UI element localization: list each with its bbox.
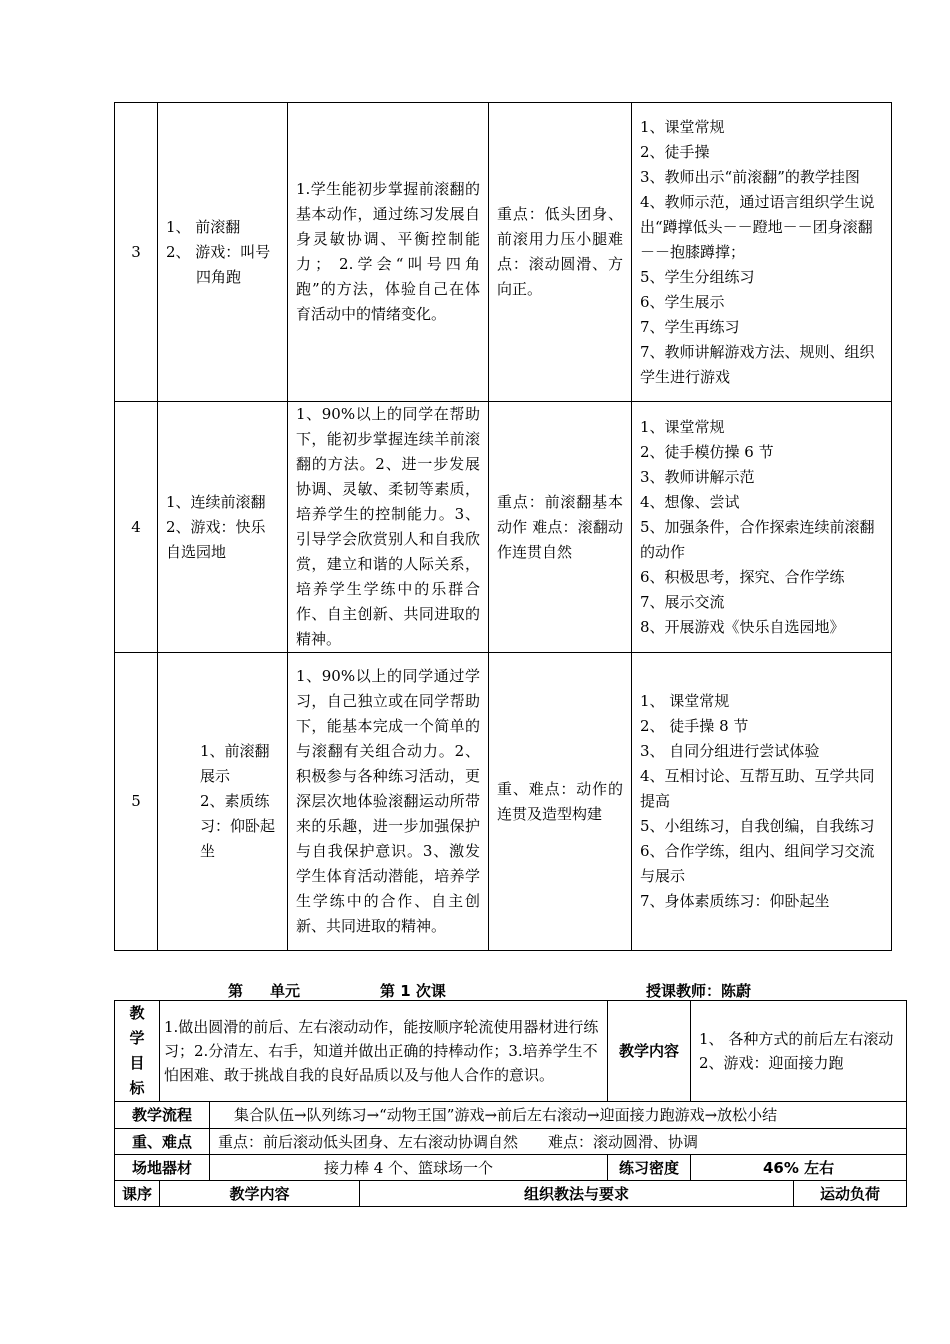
venue-text: 接力棒 4 个、篮球场一个 [210, 1155, 608, 1181]
lesson-number-label: 第 1 次课 [380, 982, 446, 1000]
procedure-item: 1、课堂常规 [640, 117, 725, 136]
teacher-label: 授课教师：陈蔚 [646, 982, 752, 1000]
procedure-item: 7、身体素质练习：仰卧起坐 [640, 892, 830, 910]
topic-item: 2、素质练习：仰卧起坐 [200, 792, 276, 860]
procedure-item: 5、加强条件，合作探索连续前滚翻的动作 [640, 517, 875, 561]
topic-item: 1、 前滚翻 [166, 217, 241, 236]
procedure-item: 3、 自同分组进行尝试体验 [640, 742, 820, 760]
column-header: 组织教法与要求 [360, 1181, 794, 1207]
procedure-item: 1、课堂常规 [640, 417, 725, 436]
unit-header [114, 980, 904, 1002]
venue-label: 场地器材 [115, 1155, 210, 1181]
lesson-topics [158, 653, 288, 951]
column-header: 运动负荷 [794, 1181, 907, 1207]
topic-item: 2、 游戏：叫号四角跑 [166, 242, 271, 286]
procedure-item: 2、 徒手操 8 节 [640, 717, 749, 735]
procedure-item: 7、学生再练习 [640, 317, 740, 336]
lesson-objectives: 1.学生能初步掌握前滚翻的基本动作，通过练习发展自身灵敏协调、平衡控制能力； 2.学会“叫号四角跑”的方法，体验自己在体育活动中的情绪变化。 [288, 103, 489, 402]
lesson-number: 5 [115, 653, 158, 951]
lesson-row-3 [115, 103, 892, 402]
procedure-item: 3、教师出示“前滚翻”的教学挂图 [640, 167, 860, 186]
column-header-row [115, 1181, 907, 1207]
lesson-row-5 [115, 653, 892, 951]
lesson-number: 4 [115, 402, 158, 653]
procedure-item: 3、教师讲解示范 [640, 467, 755, 486]
content-label: 教学内容 [608, 1001, 691, 1102]
unit-prefix: 第 [228, 982, 244, 1000]
procedure-item: 4、想像、尝试 [640, 492, 740, 511]
objectives-text: 1.做出圆滑的前后、左右滚动动作，能按顺序轮流使用器材进行练习；2.分清左、右手，知道并做出正确的持棒动作；3.培养学生不怕困难、敢于挑战自我的良好品质以及与他人合作的意识。 [160, 1001, 608, 1102]
procedure-item: 7、教师讲解游戏方法、规则、组织学生进行游戏 [640, 342, 875, 386]
lesson-procedures [632, 402, 892, 653]
lesson-key-points: 重点：前滚翻基本动作 难点：滚翻动作连贯自然 [489, 402, 632, 653]
lesson-plan-table [114, 102, 892, 951]
teaching-plan-table [114, 1000, 907, 1207]
procedure-item: 4、教师示范，通过语言组织学生说出“蹲撑低头－－蹬地－－团身滚翻－－抱膝蹲撑； [640, 192, 875, 261]
objectives-label: 教 学 目 标 [115, 1001, 160, 1102]
procedure-item: 8、开展游戏《快乐自选园地》 [640, 617, 845, 636]
content-item: 2、游戏：迎面接力跑 [699, 1054, 844, 1072]
venue-row [115, 1155, 907, 1181]
objectives-row [115, 1001, 907, 1102]
procedure-item: 4、互相讨论、互帮互助、互学共同提高 [640, 767, 875, 810]
procedure-item: 6、积极思考，探究、合作学练 [640, 567, 845, 586]
content-items [691, 1001, 907, 1102]
procedure-item: 2、徒手操 [640, 142, 710, 161]
density-label: 练习密度 [608, 1155, 691, 1181]
flow-label: 教学流程 [115, 1102, 210, 1129]
topic-item: 1、连续前滚翻 [166, 492, 266, 511]
lesson-key-points: 重、难点：动作的连贯及造型构建 [489, 653, 632, 951]
procedure-item: 7、展示交流 [640, 592, 725, 611]
lesson-objectives: 1、90%以上的同学在帮助下，能初步掌握连续羊前滚翻的方法。2、进一步发展协调、灵敏、柔韧等素质，培养学生的控制能力。3、引导学会欣赏别人和自我欣赏，建立和谐的人际关系，培养学生学练中的乐群合作、自主创新、共同进取的精神。 [288, 402, 489, 653]
procedure-item: 1、 课堂常规 [640, 692, 730, 710]
lesson-procedures [632, 103, 892, 402]
column-header: 教学内容 [160, 1181, 360, 1207]
key-points-row [115, 1129, 907, 1155]
lesson-procedures [632, 653, 892, 951]
procedure-item: 2、徒手模仿操 6 节 [640, 442, 774, 461]
lesson-number: 3 [115, 103, 158, 402]
flow-row [115, 1102, 907, 1129]
density-value: 46% 左右 [691, 1155, 907, 1181]
lesson-topics [158, 402, 288, 653]
content-item: 1、 各种方式的前后左右滚动 [699, 1030, 894, 1048]
flow-text: 集合队伍→队列练习→“动物王国”游戏→前后左右滚动→迎面接力跑游戏→放松小结 [210, 1102, 907, 1129]
lesson-row-4 [115, 402, 892, 653]
procedure-item: 6、学生展示 [640, 292, 725, 311]
procedure-item: 6、合作学练，组内、组间学习交流与展示 [640, 842, 875, 885]
lesson-key-points: 重点：低头团身、前滚用力压小腿难点：滚动圆滑、方向正。 [489, 103, 632, 402]
unit-suffix: 单元 [270, 982, 301, 1000]
topic-item: 1、前滚翻展示 [200, 742, 270, 785]
procedure-item: 5、学生分组练习 [640, 267, 755, 286]
key-text: 重点：前后滚动低头团身、左右滚动协调自然 难点：滚动圆滑、协调 [210, 1129, 907, 1155]
lesson-objectives: 1、90%以上的同学通过学习，自己独立或在同学帮助下，能基本完成一个简单的与滚翻有关组合动力。2、积极参与各种练习活动，更深层次地体验滚翻运动所带来的乐趣，进一步加强保护与自我保护意识。3、激发学生体育活动潜能，培养学生学练中的合作、自主创新、共同进取的精神。 [288, 653, 489, 951]
lesson-topics [158, 103, 288, 402]
topic-item: 2、游戏：快乐自选园地 [166, 517, 266, 561]
key-label: 重、难点 [115, 1129, 210, 1155]
procedure-item: 5、小组练习，自我创编，自我练习 [640, 817, 875, 835]
column-header: 课序 [115, 1181, 160, 1207]
